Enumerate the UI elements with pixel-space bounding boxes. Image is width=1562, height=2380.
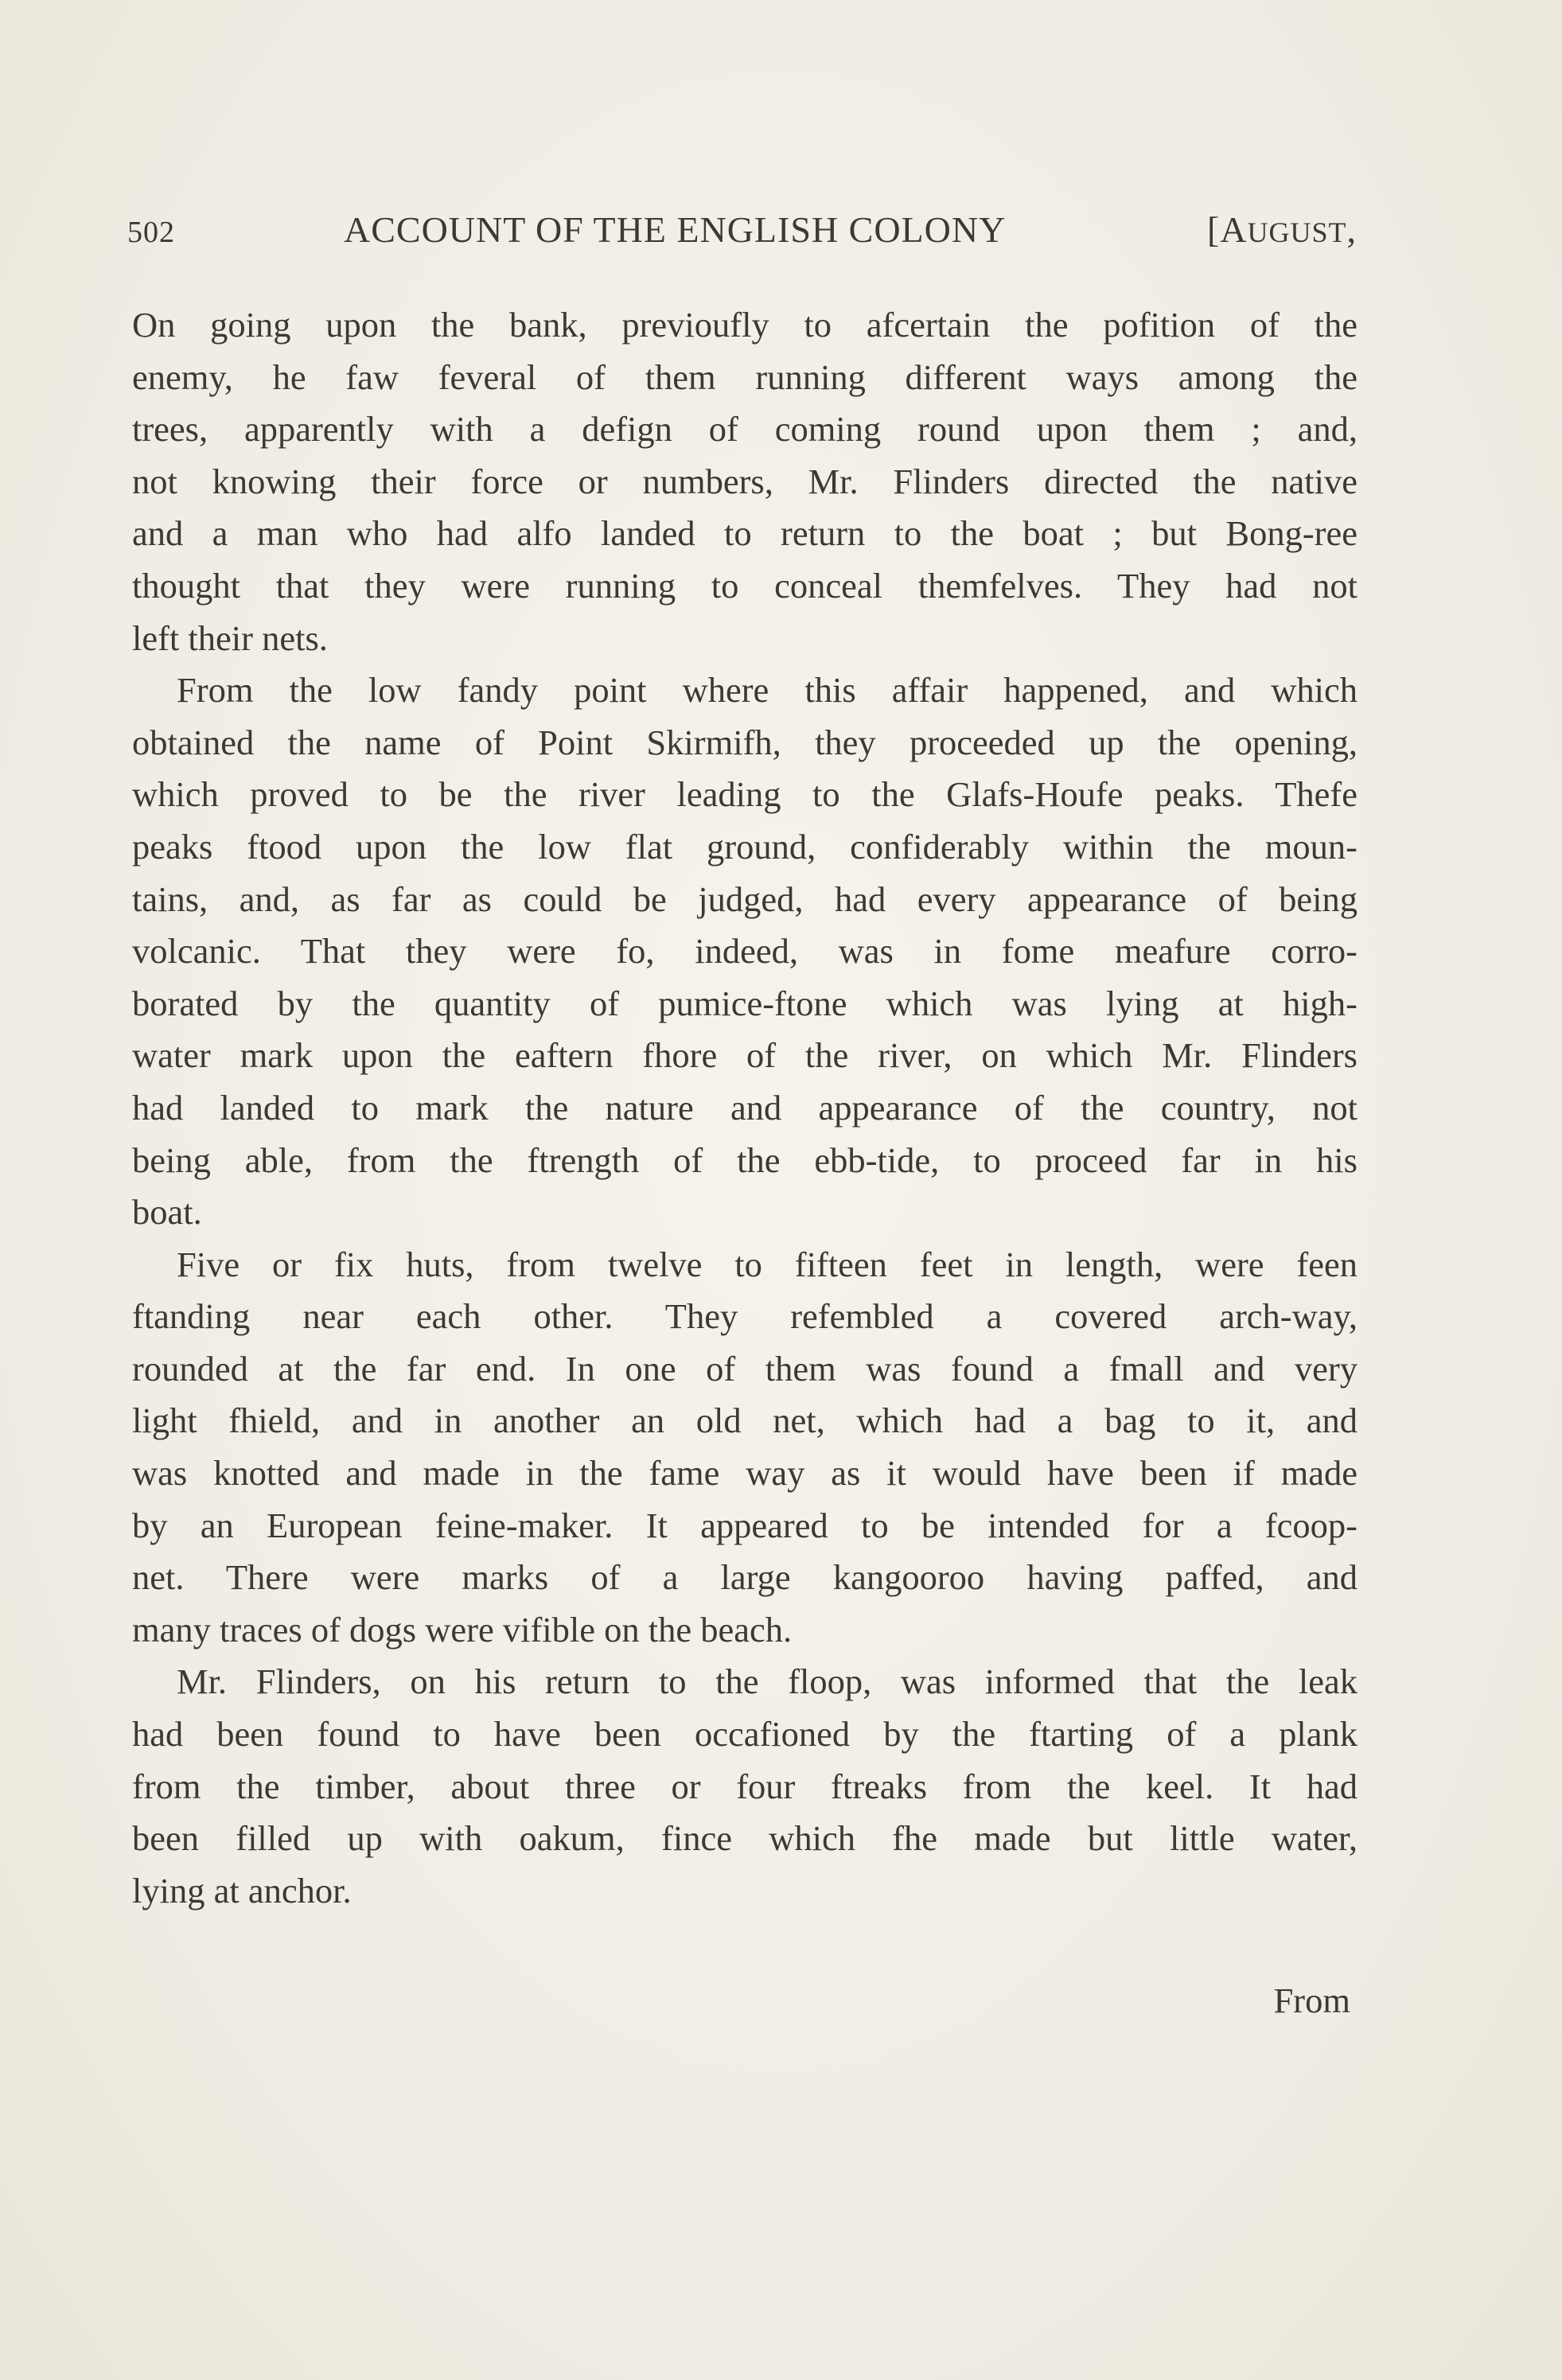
paragraph — [132, 299, 1357, 664]
text-line: volcanic. That they were fo, indeed, was in fome meafure corro- — [132, 931, 1357, 972]
text-line: boat. — [132, 1192, 202, 1233]
text-line: by an European feine-maker. It appeared to be intended for a fcoop- — [132, 1505, 1357, 1545]
text-line: left their nets. — [132, 617, 328, 658]
text-line: had landed to mark the nature and appearance of the country, not — [132, 1087, 1357, 1128]
text-line: Mr. Flinders, on his return to the floop, was informed that the leak — [177, 1661, 1357, 1702]
page-number: 502 — [127, 216, 175, 249]
text-line: light fhield, and in another an old net, which had a bag to it, and — [132, 1400, 1357, 1441]
text-line: ftanding near each other. They refembled a covered arch-way, — [132, 1296, 1357, 1337]
text-line: peaks ftood upon the low flat ground, confiderably within the moun- — [132, 826, 1357, 867]
text-line: enemy, he faw feveral of them running different ways among the — [132, 356, 1357, 397]
text-line: lying at anchor. — [132, 1870, 352, 1911]
text-line: being able, from the ftrength of the ebb-tide, to proceed far in his — [132, 1139, 1357, 1180]
paragraph — [132, 1656, 1357, 1917]
text-line: thought that they were running to conceal themfelves. They had not — [132, 565, 1357, 606]
section-bracket: [A — [1206, 209, 1248, 250]
paragraph — [132, 664, 1357, 1239]
text-line: not knowing their force or numbers, Mr. Flinders directed the native — [132, 461, 1357, 501]
text-line: net. There were marks of a large kangooroo having paffed, and — [132, 1557, 1357, 1598]
text-line: tains, and, as far as could be judged, had every appearance of being — [132, 878, 1357, 919]
paragraph — [132, 1239, 1357, 1657]
catchword: From — [1273, 1981, 1350, 2020]
text-line: many traces of dogs were vifible on the beach. — [132, 1609, 793, 1650]
text-line: water mark upon the eaftern fhore of the river, on which Mr. Flinders — [132, 1035, 1357, 1076]
running-head: ACCOUNT OF THE ENGLISH COLONY — [344, 209, 1007, 250]
text-line: borated by the quantity of pumice-ftone which was lying at high- — [132, 983, 1357, 1023]
text-line: been filled up with oakum, fince which fhe made but little water, — [132, 1818, 1357, 1859]
text-line: obtained the name of Point Skirmifh, they proceeded up the opening, — [132, 722, 1357, 762]
text-line: Five or fix huts, from twelve to fifteen feet in length, were feen — [177, 1244, 1357, 1284]
section-head — [1207, 208, 1357, 251]
text-line: From the low fandy point where this affair happened, and which — [177, 670, 1357, 711]
text-line: was knotted and made in the fame way as it would have been if made — [132, 1453, 1357, 1494]
text-line: from the timber, about three or four ftreaks from the keel. It had — [132, 1766, 1357, 1806]
body-text — [132, 299, 1357, 1917]
section-small-caps: UGUST — [1247, 216, 1347, 248]
text-line: trees, apparently with a defign of coming round upon them ; and, — [132, 409, 1357, 450]
text-line: and a man who had alfo landed to return to the boat ; but Bong-ree — [132, 513, 1357, 554]
text-line: On going upon the bank, previoufly to afcertain the pofition of the — [132, 305, 1357, 345]
text-line: rounded at the far end. In one of them was found a fmall and very — [132, 1348, 1357, 1389]
section-comma: , — [1346, 209, 1357, 250]
text-line: had been found to have been occafioned by the ftarting of a plank — [132, 1714, 1357, 1755]
text-line: which proved to be the river leading to the Glafs-Houfe peaks. Thefe — [132, 774, 1357, 815]
page-header — [127, 208, 1357, 256]
